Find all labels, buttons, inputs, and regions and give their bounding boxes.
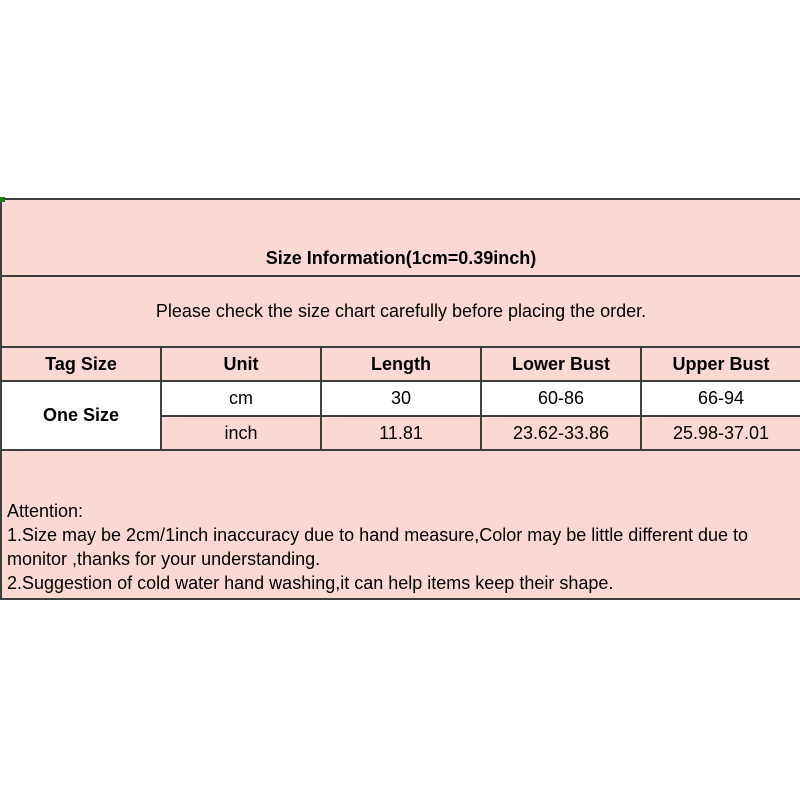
column-header-unit: Unit [161,347,321,381]
column-header-lower-bust: Lower Bust [481,347,641,381]
column-header-tag-size: Tag Size [1,347,161,381]
attention-row [1,450,800,599]
cell-cm-unit: cm [161,381,321,416]
subtitle-row [1,276,800,347]
header-row [1,347,800,381]
column-header-length: Length [321,347,481,381]
size-chart-table [0,198,800,600]
attention-note-2: 2.Suggestion of cold water hand washing,it can help items keep their shape. [7,573,614,593]
table-row-cm [1,381,800,416]
size-chart-title: Size Information(1cm=0.39inch) [1,199,800,276]
cell-tag-size: One Size [1,381,161,450]
attention-note-1: 1.Size may be 2cm/1inch inaccuracy due to hand measure,Color may be little different due to monitor ,thanks for your understanding. [7,525,749,569]
attention-heading: Attention: [7,501,84,521]
title-row [1,199,800,276]
cell-inch-length: 11.81 [321,416,481,450]
cell-cm-lower-bust: 60-86 [481,381,641,416]
cell-cm-length: 30 [321,381,481,416]
cell-inch-lower-bust: 23.62-33.86 [481,416,641,450]
attention-note [1,450,800,599]
column-header-upper-bust: Upper Bust [641,347,800,381]
cell-cm-upper-bust: 66-94 [641,381,800,416]
cell-inch-unit: inch [161,416,321,450]
size-chart-subtitle: Please check the size chart carefully before placing the order. [1,276,800,347]
cell-inch-upper-bust: 25.98-37.01 [641,416,800,450]
corner-artifact [0,197,5,202]
